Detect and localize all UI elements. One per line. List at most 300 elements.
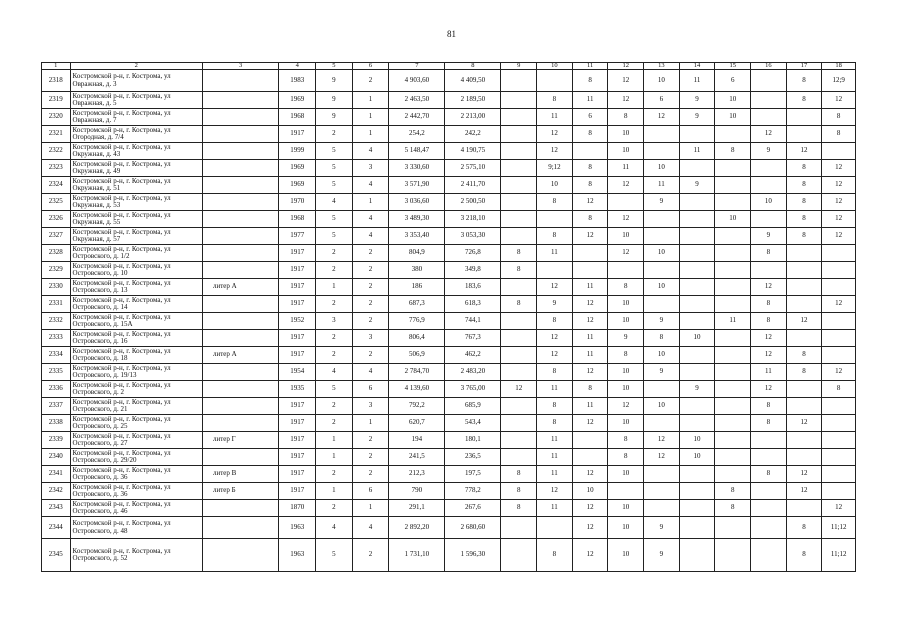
table-cell: 4 [352, 143, 389, 160]
table-cell: 3 [352, 330, 389, 347]
building-letter-cell: литер Г [202, 432, 278, 449]
table-cell [572, 262, 608, 279]
table-cell: 3 353,40 [389, 228, 445, 245]
address-cell: Костромской р-н, г. Кострома, ул Островского, д. 18 [70, 347, 202, 364]
table-cell: 11 [537, 245, 573, 262]
table-cell: 1 [352, 194, 389, 211]
table-cell: 3 765,00 [445, 381, 501, 398]
table-cell: 8 [786, 211, 822, 228]
table-cell: 12 [572, 296, 608, 313]
table-cell [501, 347, 537, 364]
table-cell [822, 449, 856, 466]
table-cell [644, 415, 680, 432]
table-cell: 9 [316, 70, 353, 92]
table-cell [715, 539, 751, 572]
table-cell: 267,6 [445, 500, 501, 517]
table-cell: 1917 [279, 126, 316, 143]
table-row [42, 539, 856, 572]
table-cell: 1969 [279, 92, 316, 109]
address-cell: Костромской р-н, г. Кострома, ул Островского, д. 16 [70, 330, 202, 347]
table-row [42, 517, 856, 539]
table-cell: 236,5 [445, 449, 501, 466]
table-cell [679, 466, 715, 483]
table-cell: 1968 [279, 109, 316, 126]
table-cell: 12 [644, 432, 680, 449]
table-cell: 11 [537, 466, 573, 483]
table-cell: 1969 [279, 160, 316, 177]
table-cell: 3 053,30 [445, 228, 501, 245]
table-cell: 2 500,50 [445, 194, 501, 211]
table-cell: 8 [537, 364, 573, 381]
table-cell: 11 [537, 500, 573, 517]
table-cell: 2 [316, 245, 353, 262]
table-cell [751, 109, 787, 126]
table-cell: 1870 [279, 500, 316, 517]
column-number-cell: 6 [352, 63, 389, 70]
record-number-cell: 2338 [42, 415, 71, 432]
table-cell: 1983 [279, 70, 316, 92]
table-cell: 9 [679, 177, 715, 194]
table-cell [822, 262, 856, 279]
table-cell [501, 449, 537, 466]
table-cell [715, 364, 751, 381]
table-cell: 8 [572, 211, 608, 228]
table-cell: 1954 [279, 364, 316, 381]
table-cell: 2 [352, 279, 389, 296]
building-letter-cell: литер А [202, 347, 278, 364]
table-cell: 8 [608, 432, 644, 449]
table-cell [786, 398, 822, 415]
table-cell [751, 517, 787, 539]
table-cell: 4 [352, 211, 389, 228]
column-number-cell: 12 [608, 63, 644, 70]
table-cell: 1 596,30 [445, 539, 501, 572]
table-cell: 291,1 [389, 500, 445, 517]
table-cell: 6 [352, 483, 389, 500]
column-number-cell: 18 [822, 63, 856, 70]
table-cell: 10 [608, 143, 644, 160]
building-letter-cell [202, 194, 278, 211]
table-cell: 8 [786, 177, 822, 194]
table-cell: 1917 [279, 466, 316, 483]
table-cell [501, 279, 537, 296]
table-cell: 2 784,70 [389, 364, 445, 381]
table-cell: 8 [751, 466, 787, 483]
table-cell [644, 381, 680, 398]
record-number-cell: 2337 [42, 398, 71, 415]
table-cell: 1969 [279, 177, 316, 194]
table-cell: 3 218,10 [445, 211, 501, 228]
table-cell [751, 449, 787, 466]
address-cell: Костромской р-н, г. Кострома, ул Островского, д. 27 [70, 432, 202, 449]
table-cell: 11 [572, 92, 608, 109]
table-cell: 1970 [279, 194, 316, 211]
building-letter-cell [202, 262, 278, 279]
record-number-cell: 2342 [42, 483, 71, 500]
table-row [42, 500, 856, 517]
table-cell: 12 [608, 177, 644, 194]
table-cell [501, 143, 537, 160]
table-cell: 12 [537, 279, 573, 296]
table-cell: 8 [786, 70, 822, 92]
table-cell: 11;12 [822, 517, 856, 539]
column-number-cell: 16 [751, 63, 787, 70]
table-cell: 12 [751, 347, 787, 364]
table-row [42, 177, 856, 194]
column-number-cell: 4 [279, 63, 316, 70]
table-row [42, 126, 856, 143]
table-cell [751, 160, 787, 177]
table-cell [679, 347, 715, 364]
table-cell: 12 [608, 70, 644, 92]
table-cell [679, 228, 715, 245]
table-cell: 12 [786, 466, 822, 483]
table-cell: 620,7 [389, 415, 445, 432]
table-cell: 1 [352, 126, 389, 143]
table-cell [786, 449, 822, 466]
column-number-cell: 3 [202, 63, 278, 70]
table-cell: 5 [316, 228, 353, 245]
table-cell: 5 [316, 381, 353, 398]
record-number-cell: 2330 [42, 279, 71, 296]
record-number-cell: 2336 [42, 381, 71, 398]
table-cell: 12 [786, 143, 822, 160]
table-cell: 8 [822, 381, 856, 398]
record-number-cell: 2325 [42, 194, 71, 211]
table-cell: 2 [316, 126, 353, 143]
table-cell: 197,5 [445, 466, 501, 483]
table-row [42, 143, 856, 160]
table-cell: 12 [786, 313, 822, 330]
table-cell: 12 [822, 160, 856, 177]
table-cell: 9 [644, 194, 680, 211]
building-letter-cell [202, 177, 278, 194]
table-cell [679, 415, 715, 432]
table-cell: 194 [389, 432, 445, 449]
table-row [42, 70, 856, 92]
table-cell: 3 [352, 398, 389, 415]
table-cell: 8 [786, 160, 822, 177]
table-row [42, 432, 856, 449]
table-cell: 8 [751, 398, 787, 415]
table-cell: 3 [316, 313, 353, 330]
table-cell: 5 [316, 160, 353, 177]
column-number-cell: 15 [715, 63, 751, 70]
table-cell: 8 [822, 109, 856, 126]
table-cell: 10 [715, 211, 751, 228]
record-number-cell: 2345 [42, 539, 71, 572]
address-cell: Костромской р-н, г. Кострома, ул Островского, д. 21 [70, 398, 202, 415]
table-cell: 9 [316, 92, 353, 109]
table-cell [501, 228, 537, 245]
table-cell: 685,9 [445, 398, 501, 415]
table-row [42, 381, 856, 398]
table-row [42, 262, 856, 279]
table-cell [644, 143, 680, 160]
table-cell [679, 517, 715, 539]
address-cell: Костромской р-н, г. Кострома, ул Овражная, д. 7 [70, 109, 202, 126]
table-cell [786, 330, 822, 347]
table-cell: 4 409,50 [445, 70, 501, 92]
building-letter-cell [202, 160, 278, 177]
column-number-cell: 13 [644, 63, 680, 70]
table-cell: 10 [608, 296, 644, 313]
table-cell: 2 [352, 245, 389, 262]
table-cell: 11 [751, 364, 787, 381]
table-cell [786, 126, 822, 143]
table-row [42, 211, 856, 228]
table-cell: 4 [316, 194, 353, 211]
table-cell: 2 [352, 449, 389, 466]
building-letter-cell [202, 211, 278, 228]
table-cell: 12 [608, 211, 644, 228]
table-cell: 254,2 [389, 126, 445, 143]
table-cell [644, 228, 680, 245]
table-cell: 11 [608, 160, 644, 177]
table-cell [537, 262, 573, 279]
table-cell: 6 [715, 70, 751, 92]
table-cell: 1 [352, 500, 389, 517]
address-cell: Костромской р-н, г. Кострома, ул Окружная, д. 55 [70, 211, 202, 228]
record-number-cell: 2329 [42, 262, 71, 279]
table-cell: 726,8 [445, 245, 501, 262]
table-cell [715, 228, 751, 245]
table-cell [786, 262, 822, 279]
table-cell: 804,9 [389, 245, 445, 262]
table-cell [751, 177, 787, 194]
table-cell: 12 [608, 245, 644, 262]
record-number-cell: 2341 [42, 466, 71, 483]
table-cell: 11 [537, 381, 573, 398]
address-cell: Костромской р-н, г. Кострома, ул Островского, д. 48 [70, 517, 202, 539]
table-cell: 1977 [279, 228, 316, 245]
table-cell: 5 [316, 539, 353, 572]
table-cell: 12 [537, 143, 573, 160]
table-cell [715, 194, 751, 211]
address-cell: Костромской р-н, г. Кострома, ул Овражная, д. 5 [70, 92, 202, 109]
building-letter-cell [202, 228, 278, 245]
table-cell [501, 177, 537, 194]
table-cell: 10 [608, 539, 644, 572]
table-row [42, 92, 856, 109]
table-cell: 8 [501, 500, 537, 517]
table-cell: 5 [316, 143, 353, 160]
table-cell: 2 [352, 296, 389, 313]
table-cell: 10 [679, 449, 715, 466]
building-letter-cell [202, 517, 278, 539]
table-cell: 11 [537, 449, 573, 466]
table-cell: 8 [715, 143, 751, 160]
table-cell: 2 892,20 [389, 517, 445, 539]
table-cell [679, 211, 715, 228]
building-letter-cell: литер Б [202, 483, 278, 500]
table-cell [644, 211, 680, 228]
column-number-cell: 10 [537, 63, 573, 70]
address-cell: Костромской р-н, г. Кострома, ул Островского, д. 13 [70, 279, 202, 296]
table-cell: 8 [751, 313, 787, 330]
record-number-cell: 2333 [42, 330, 71, 347]
table-cell: 12;9 [822, 70, 856, 92]
table-row [42, 228, 856, 245]
table-cell: 9 [644, 517, 680, 539]
table-cell [715, 449, 751, 466]
table-cell [715, 398, 751, 415]
table-cell: 12 [786, 415, 822, 432]
table-cell: 1 [352, 92, 389, 109]
table-cell: 12 [537, 330, 573, 347]
table-cell: 462,2 [445, 347, 501, 364]
table-cell: 12 [537, 347, 573, 364]
table-cell [608, 194, 644, 211]
table-cell [608, 483, 644, 500]
table-cell: 10 [679, 432, 715, 449]
table-cell: 6 [644, 92, 680, 109]
table-cell [822, 432, 856, 449]
table-cell: 8 [786, 228, 822, 245]
table-cell: 10 [608, 466, 644, 483]
table-cell [751, 483, 787, 500]
record-number-cell: 2339 [42, 432, 71, 449]
table-cell: 8 [537, 194, 573, 211]
table-cell: 4 190,75 [445, 143, 501, 160]
table-cell: 9 [537, 296, 573, 313]
table-cell: 792,2 [389, 398, 445, 415]
table-cell: 10 [644, 70, 680, 92]
table-cell: 2 [316, 262, 353, 279]
address-cell: Костромской р-н, г. Кострома, ул Островского, д. 46 [70, 500, 202, 517]
address-cell: Костромской р-н, г. Кострома, ул Огородная, д. 7/4 [70, 126, 202, 143]
table-row [42, 160, 856, 177]
building-letter-cell [202, 539, 278, 572]
address-cell: Костромской р-н, г. Кострома, ул Островского, д. 25 [70, 415, 202, 432]
table-cell: 1917 [279, 296, 316, 313]
table-cell: 242,2 [445, 126, 501, 143]
table-cell: 10 [608, 228, 644, 245]
table-cell [679, 483, 715, 500]
column-number-cell: 1 [42, 63, 71, 70]
column-number-cell: 8 [445, 63, 501, 70]
table-cell: 12 [822, 296, 856, 313]
table-cell: 12 [572, 517, 608, 539]
table-cell: 790 [389, 483, 445, 500]
table-cell [786, 245, 822, 262]
table-cell [715, 330, 751, 347]
table-row [42, 245, 856, 262]
table-cell: 10 [608, 500, 644, 517]
table-cell: 8 [537, 313, 573, 330]
table-cell [572, 245, 608, 262]
table-row [42, 279, 856, 296]
table-cell [644, 500, 680, 517]
record-number-cell: 2318 [42, 70, 71, 92]
table-cell: 10 [644, 279, 680, 296]
table-cell: 10 [644, 347, 680, 364]
table-cell: 1917 [279, 279, 316, 296]
table-cell: 1999 [279, 143, 316, 160]
table-row [42, 483, 856, 500]
table-cell [501, 364, 537, 381]
table-cell: 1917 [279, 415, 316, 432]
table-cell: 1 [352, 415, 389, 432]
table-cell [501, 330, 537, 347]
table-cell: 506,9 [389, 347, 445, 364]
address-cell: Костромской р-н, г. Кострома, ул Островского, д. 29/20 [70, 449, 202, 466]
table-cell: 8 [715, 500, 751, 517]
record-number-cell: 2320 [42, 109, 71, 126]
table-cell: 12 [751, 381, 787, 398]
building-letter-cell [202, 313, 278, 330]
table-cell: 8 [751, 245, 787, 262]
table-cell: 10 [679, 330, 715, 347]
table-cell: 1963 [279, 539, 316, 572]
table-cell [715, 160, 751, 177]
table-cell: 11 [572, 347, 608, 364]
table-cell: 12 [572, 539, 608, 572]
table-cell [715, 296, 751, 313]
table-cell [679, 160, 715, 177]
table-cell: 9 [679, 92, 715, 109]
address-cell: Костромской р-н, г. Кострома, ул Островского, д. 52 [70, 539, 202, 572]
address-cell: Костромской р-н, г. Кострома, ул Окружная, д. 53 [70, 194, 202, 211]
table-cell: 12 [644, 109, 680, 126]
building-letter-cell [202, 143, 278, 160]
table-cell: 10 [608, 415, 644, 432]
table-cell: 12 [822, 500, 856, 517]
record-number-cell: 2323 [42, 160, 71, 177]
table-cell: 1917 [279, 449, 316, 466]
table-cell [751, 539, 787, 572]
record-number-cell: 2332 [42, 313, 71, 330]
column-number-row [42, 63, 856, 70]
table-cell [751, 500, 787, 517]
table-cell [501, 211, 537, 228]
table-cell [822, 143, 856, 160]
building-letter-cell [202, 245, 278, 262]
table-cell: 2 [352, 347, 389, 364]
table-cell: 1 [352, 109, 389, 126]
table-cell: 12 [822, 228, 856, 245]
table-cell [715, 177, 751, 194]
table-cell [822, 466, 856, 483]
table-cell: 1917 [279, 347, 316, 364]
table-cell: 12 [822, 92, 856, 109]
record-number-cell: 2340 [42, 449, 71, 466]
table-cell [644, 466, 680, 483]
table-cell: 12 [572, 415, 608, 432]
table-cell: 2 575,10 [445, 160, 501, 177]
table-row [42, 398, 856, 415]
column-number-cell: 9 [501, 63, 537, 70]
table-row [42, 194, 856, 211]
record-number-cell: 2322 [42, 143, 71, 160]
table-cell [822, 313, 856, 330]
table-cell: 9 [644, 539, 680, 572]
table-cell [501, 539, 537, 572]
table-cell [501, 313, 537, 330]
table-cell: 8 [608, 347, 644, 364]
table-cell: 4 [352, 364, 389, 381]
table-row [42, 109, 856, 126]
table-cell [537, 517, 573, 539]
table-cell: 1 731,10 [389, 539, 445, 572]
table-cell: 10 [608, 364, 644, 381]
table-cell [679, 279, 715, 296]
table-cell: 10 [572, 483, 608, 500]
table-row [42, 347, 856, 364]
column-number-cell: 2 [70, 63, 202, 70]
table-cell: 11 [537, 432, 573, 449]
building-letter-cell [202, 415, 278, 432]
